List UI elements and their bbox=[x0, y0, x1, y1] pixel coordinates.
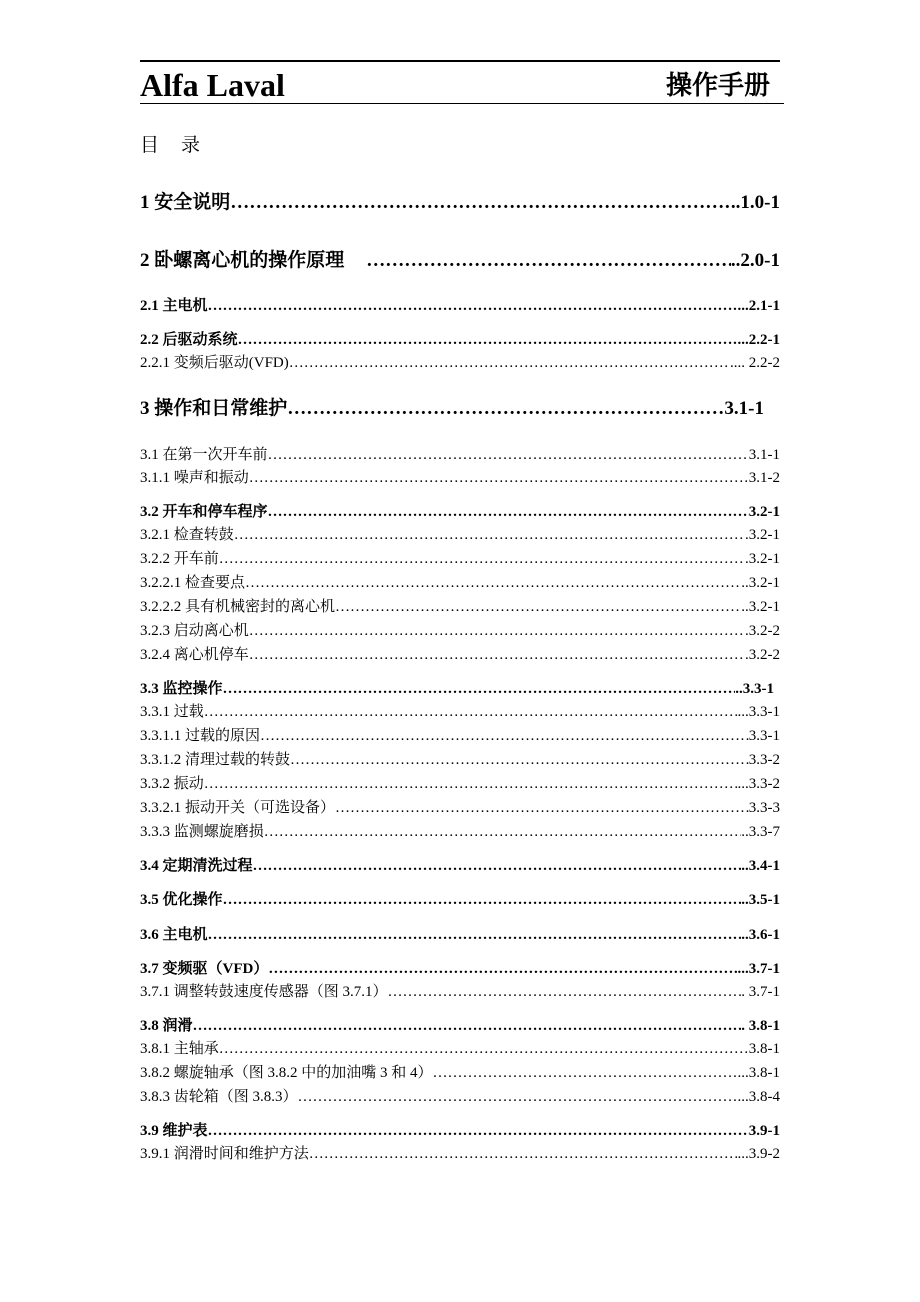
toc-entry-3-8-2[interactable] bbox=[140, 1063, 780, 1083]
toc-entry-2-2[interactable] bbox=[140, 330, 780, 350]
toc-entry-label: 3.2.2.2 具有机械密封的离心机 bbox=[140, 599, 336, 615]
header-top-rule bbox=[140, 60, 780, 62]
document-title: 操作手册 bbox=[665, 71, 770, 100]
toc-entry-label: 3.3.1.2 清理过载的转鼓 bbox=[140, 752, 291, 768]
toc-entry-page: ...3.8-4 bbox=[737, 1089, 780, 1105]
toc-leader bbox=[290, 750, 749, 770]
toc-entry-page: .3.2-2 bbox=[745, 647, 780, 663]
toc-entry-3-3-2-1[interactable] bbox=[140, 798, 780, 818]
toc-entry-3-2-2[interactable] bbox=[140, 549, 780, 569]
toc-entry-3-8[interactable] bbox=[140, 1016, 780, 1036]
toc-entry-3-1-1[interactable] bbox=[140, 468, 780, 488]
toc-leader bbox=[223, 679, 736, 699]
toc-leader bbox=[268, 445, 749, 465]
toc-leader bbox=[287, 397, 724, 421]
toc-leader bbox=[249, 645, 745, 665]
toc-entry-label: 3.8 润滑 bbox=[140, 1018, 193, 1034]
toc-leader bbox=[245, 573, 741, 593]
toc-entry-label: 3.2.4 离心机停车 bbox=[140, 647, 249, 663]
toc-entry-1[interactable] bbox=[140, 191, 780, 215]
toc-entry-page: .3.2-1 bbox=[745, 551, 780, 567]
toc-entry-label: 3.2.1 检查转鼓 bbox=[140, 527, 234, 543]
toc-leader bbox=[219, 549, 745, 569]
toc-entry-page: . 3.7-1 bbox=[741, 984, 780, 1000]
toc-entry-3-2-1[interactable] bbox=[140, 525, 780, 545]
toc-leader bbox=[268, 502, 749, 522]
toc-entry-3[interactable] bbox=[140, 397, 764, 421]
toc-entry-page: ..3.6-1 bbox=[741, 927, 780, 943]
toc-entry-page: ..1.0-1 bbox=[730, 192, 780, 213]
toc-entry-label: 3.9 维护表 bbox=[140, 1123, 208, 1139]
toc-entry-page: ...3.3-2 bbox=[737, 776, 780, 792]
toc-entry-page: ..3.3-1 bbox=[735, 681, 774, 697]
toc-entry-page: 3.3-3 bbox=[748, 800, 780, 816]
toc-entry-label: 3.2 开车和停车程序 bbox=[140, 504, 268, 520]
toc-entry-label: 3.2.3 启动离心机 bbox=[140, 623, 249, 639]
toc-leader bbox=[204, 774, 738, 794]
toc-entry-3-3-1[interactable] bbox=[140, 702, 780, 722]
toc-entry-label: 2 卧螺离心机的操作原理 bbox=[140, 250, 345, 271]
toc-leader bbox=[223, 890, 742, 910]
toc-leader bbox=[193, 1016, 742, 1036]
toc-leader bbox=[238, 330, 738, 350]
toc-heading: 目录 bbox=[140, 134, 223, 156]
toc-entry-page: 3.3-2 bbox=[748, 752, 780, 768]
toc-leader bbox=[366, 249, 731, 273]
toc-entry-3-2-2-2[interactable] bbox=[140, 597, 780, 617]
toc-entry-3-3-3[interactable] bbox=[140, 822, 780, 842]
toc-leader bbox=[204, 702, 738, 722]
toc-leader bbox=[298, 1087, 738, 1107]
toc-entry-page: 3.1-1 bbox=[724, 398, 764, 419]
toc-leader bbox=[335, 798, 749, 818]
toc-entry-label: 3.2.2 开车前 bbox=[140, 551, 219, 567]
toc-entry-3-4[interactable] bbox=[140, 856, 780, 876]
toc-entry-3-2-4[interactable] bbox=[140, 645, 780, 665]
toc-entry-page: 3.1-2 bbox=[748, 470, 780, 486]
toc-entry-page: . 3.8-1 bbox=[741, 1018, 780, 1034]
toc-entry-page: ..3.2-1 bbox=[741, 599, 780, 615]
toc-entry-3-7-1[interactable] bbox=[140, 982, 780, 1002]
toc-entry-label: 2.2 后驱动系统 bbox=[140, 332, 238, 348]
toc-entry-3-2-2-1[interactable] bbox=[140, 573, 780, 593]
toc-entry-page: ...3.7-1 bbox=[737, 961, 780, 977]
toc-entry-page: ..3.5-1 bbox=[741, 892, 780, 908]
toc-entry-label: 3.7 变频驱（VFD） bbox=[140, 961, 269, 977]
toc-entry-label: 3.3.1 过载 bbox=[140, 704, 204, 720]
toc-entry-page: ..2.0-1 bbox=[730, 250, 780, 271]
toc-leader bbox=[208, 925, 742, 945]
toc-entry-page: 3.2-1 bbox=[748, 504, 780, 520]
toc-entry-3-2[interactable] bbox=[140, 502, 780, 522]
toc-entry-label: 3.1.1 噪声和振动 bbox=[140, 470, 249, 486]
toc-entry-label: 3.3.2.1 振动开关（可选设备） bbox=[140, 800, 336, 816]
toc-entry-label: 3.5 优化操作 bbox=[140, 892, 223, 908]
toc-leader bbox=[433, 1063, 738, 1083]
toc-leader bbox=[260, 726, 749, 746]
toc-entry-page: ...2.2-1 bbox=[737, 332, 780, 348]
toc-entry-page: 3.9-1 bbox=[748, 1123, 780, 1139]
toc-entry-label: 3.4 定期清洗过程 bbox=[140, 858, 253, 874]
toc-entry-page: ...3.3-1 bbox=[737, 704, 780, 720]
toc-entry-3-6[interactable] bbox=[140, 925, 780, 945]
toc-leader bbox=[230, 191, 731, 215]
toc-entry-3-2-3[interactable] bbox=[140, 621, 780, 641]
toc-entry-3-3[interactable] bbox=[140, 679, 774, 699]
toc-entry-label: 3.1 在第一次开车前 bbox=[140, 447, 268, 463]
header-bottom-rule bbox=[140, 103, 784, 104]
toc-entry-3-8-3[interactable] bbox=[140, 1087, 780, 1107]
toc-entry-page: 3.3-1 bbox=[748, 728, 780, 744]
toc-entry-label: 3.3.1.1 过载的原因 bbox=[140, 728, 261, 744]
toc-entry-label: 3.3 监控操作 bbox=[140, 681, 223, 697]
toc-entry-label: 3.2.2.1 检查要点 bbox=[140, 575, 246, 591]
toc-entry-3-3-1-2[interactable] bbox=[140, 750, 780, 770]
toc-leader bbox=[219, 1039, 749, 1059]
toc-entry-page: ..3.3-7 bbox=[741, 824, 780, 840]
toc-entry-page: ...2.1-1 bbox=[737, 298, 780, 314]
toc-entry-page: 3.1-1 bbox=[748, 447, 780, 463]
toc-entry-label: 3 操作和日常维护 bbox=[140, 398, 288, 419]
toc-entry-label: 3.8.3 齿轮箱（图 3.8.3） bbox=[140, 1089, 298, 1105]
toc-entry-page: .3.2-2 bbox=[745, 623, 780, 639]
toc-entry-page: ..3.4-1 bbox=[741, 858, 780, 874]
toc-entry-label: 1 安全说明 bbox=[140, 192, 231, 213]
toc-entry-2[interactable] bbox=[140, 249, 780, 273]
company-name: Alfa Laval bbox=[140, 67, 285, 103]
toc-entry-label: 3.6 主电机 bbox=[140, 927, 208, 943]
toc-entry-page: ...3.9-2 bbox=[737, 1146, 780, 1162]
toc-leader bbox=[264, 822, 741, 842]
toc-entry-label: 3.8.2 螺旋轴承（图 3.8.2 中的加油嘴 3 和 4） bbox=[140, 1065, 433, 1081]
toc-entry-page: ..3.2-1 bbox=[741, 575, 780, 591]
page-header bbox=[140, 60, 784, 106]
toc-leader bbox=[268, 959, 737, 979]
toc-leader bbox=[208, 1121, 749, 1141]
toc-leader bbox=[249, 468, 749, 488]
toc-entry-3-9-1[interactable] bbox=[140, 1144, 780, 1164]
toc-leader bbox=[388, 982, 742, 1002]
toc-entry-label: 3.8.1 主轴承 bbox=[140, 1041, 219, 1057]
toc-leader bbox=[253, 856, 742, 876]
toc-entry-3-3-2[interactable] bbox=[140, 774, 780, 794]
toc-leader bbox=[335, 597, 741, 617]
toc-entry-label: 2.2.1 变频后驱动(VFD) bbox=[140, 355, 289, 371]
toc-entry-page: .3.2-1 bbox=[745, 527, 780, 543]
toc-entry-3-3-1-1[interactable] bbox=[140, 726, 780, 746]
toc-entry-3-1[interactable] bbox=[140, 445, 780, 465]
toc-leader bbox=[249, 621, 745, 641]
toc-entry-label: 2.1 主电机 bbox=[140, 298, 208, 314]
toc-leader bbox=[289, 353, 730, 373]
toc-entry-2-1[interactable] bbox=[140, 296, 780, 316]
toc-entry-3-8-1[interactable] bbox=[140, 1039, 780, 1059]
toc-entry-page: ...3.8-1 bbox=[737, 1065, 780, 1081]
toc-entry-label: 3.3.2 振动 bbox=[140, 776, 204, 792]
toc-entry-label: 3.7.1 调整转鼓速度传感器（图 3.7.1） bbox=[140, 984, 388, 1000]
toc-entry-3-5[interactable] bbox=[140, 890, 780, 910]
toc-leader bbox=[309, 1144, 738, 1164]
toc-entry-2-2-1[interactable] bbox=[140, 353, 780, 373]
toc-entry-page: 3.8-1 bbox=[748, 1041, 780, 1057]
toc-entry-label: 3.9.1 润滑时间和维护方法 bbox=[140, 1146, 309, 1162]
toc-leader bbox=[234, 525, 745, 545]
toc-entry-page: .... 2.2-2 bbox=[730, 355, 780, 371]
toc-entry-3-7[interactable] bbox=[140, 959, 780, 979]
toc-leader bbox=[208, 296, 738, 316]
toc-entry-3-9[interactable] bbox=[140, 1121, 780, 1141]
toc-entry-label: 3.3.3 监测螺旋磨损 bbox=[140, 824, 264, 840]
